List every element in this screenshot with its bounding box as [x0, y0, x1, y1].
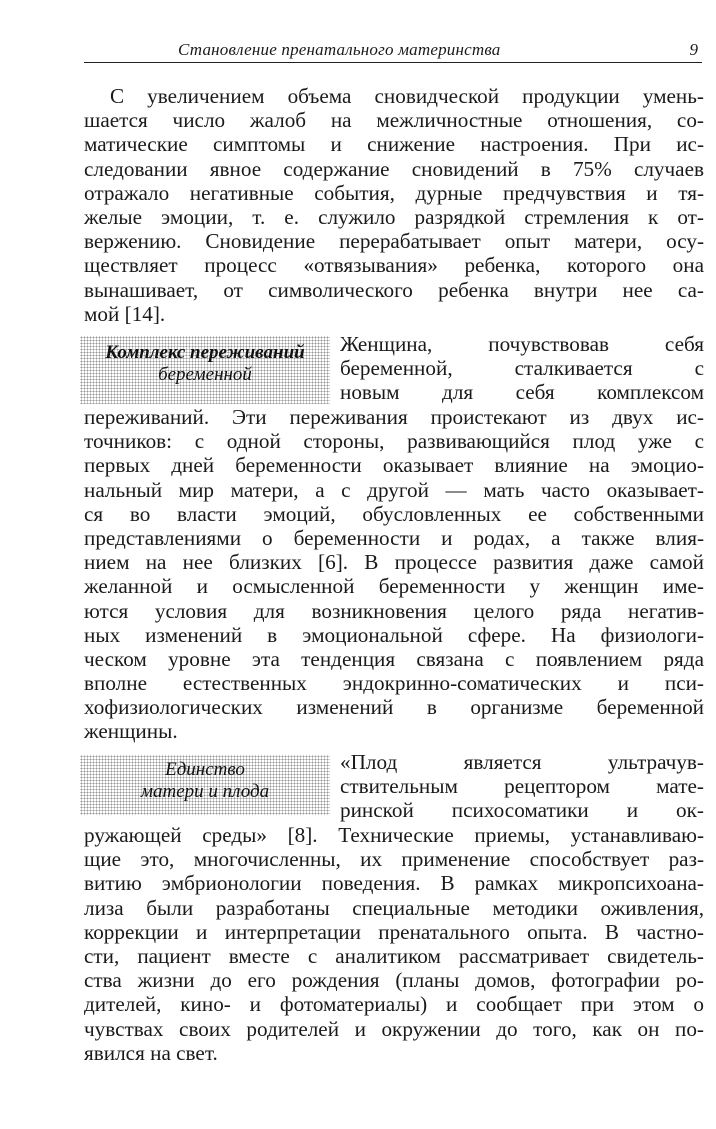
- text-line: беременной, сталкивается с: [340, 356, 704, 381]
- text-line: шается число жалоб на межличностные отношения, со-: [84, 108, 704, 133]
- text-line: мой [14].: [84, 301, 166, 326]
- paragraph-pregnant-woman-wrap: [340, 332, 704, 405]
- text-line: представлениями о беременности и родах, а также влия-: [84, 525, 704, 550]
- text-line: ружающей среды» [8]. Технические приемы, устанавливаю-: [84, 823, 704, 847]
- text-line: ческом уровне эта тенденция связана с появлением ряда: [84, 646, 704, 671]
- text-line: следовании явное содержание сновидений в 75% случаев: [84, 156, 704, 181]
- text-line: ринской психосоматики и ок-: [340, 798, 704, 823]
- text-line: желые эмоции, т. е. служило разрядкой стремления к от-: [84, 204, 704, 229]
- text-line: лиза были разработаны специальные методики оживления,: [84, 895, 704, 920]
- sidebar-heading-line: Единство: [165, 759, 245, 780]
- text-line: точников: с одной стороны, развивающийся плод уже с: [84, 429, 704, 454]
- text-line: нием на нее близких [6]. В процессе развития даже самой: [84, 550, 704, 575]
- text-line: желанной и осмысленной беременности у женщин име-: [84, 574, 704, 599]
- text-line: матические симптомы и снижение настроения. При ис-: [84, 132, 704, 157]
- text-line: витию эмбрионологии поведения. В рамках микропсихоана-: [84, 871, 704, 896]
- text-line: ществляет процесс «отвязывания» ребенка, которого она: [84, 253, 704, 278]
- sidebar-heading-mother-fetus-unity: [80, 755, 330, 815]
- paragraph-fetus-receptor: [84, 823, 704, 1065]
- text-line: С увеличением объема сновидческой продукции умень-: [110, 84, 704, 108]
- text-line: новым для себя комплексом: [340, 380, 704, 405]
- text-line: ются условия для возникновения целого ряда негатив-: [84, 598, 704, 623]
- text-line: ся во власти эмоций, обусловленных ее собственными: [84, 501, 704, 526]
- text-line: переживаний. Эти переживания проистекают из двух ис-: [84, 405, 704, 429]
- running-header: [84, 38, 702, 63]
- text-line: ных изменений в эмоциональной сфере. На физиологи-: [84, 622, 704, 647]
- text-line: нальный мир матери, а с другой — мать часто оказывает-: [84, 477, 704, 502]
- sidebar-heading-line: матери и плода: [140, 781, 270, 802]
- text-line: отражало негативные события, дурные предчувствия и тя-: [84, 180, 704, 205]
- text-line: щие это, многочисленны, их применение способствует раз-: [84, 847, 704, 872]
- text-line: дителей, кино- и фотоматериалы) и сообщает при этом о: [84, 992, 704, 1017]
- paragraph-pregnant-woman: [84, 405, 704, 744]
- text-line: вынашивает, от символического ребенка внутри нее са-: [84, 277, 704, 302]
- page-number: 9: [689, 40, 698, 59]
- text-line: явился на свет.: [84, 1040, 218, 1065]
- paragraph-dream-production: [84, 84, 704, 326]
- paragraph-fetus-receptor-wrap: [340, 750, 704, 823]
- text-line: чувствах своих родителей и окружении до того, как он по-: [84, 1016, 704, 1041]
- sidebar-heading-line: беременной: [158, 364, 252, 385]
- text-line: хофизиологических изменений в организме беременной: [84, 695, 704, 720]
- text-line: коррекции и интерпретации пренатального опыта. В частно-: [84, 919, 704, 944]
- text-line: вполне естественных эндокринно-соматических и пси-: [84, 671, 704, 696]
- text-line: ства жизни до его рождения (планы домов, фотографии ро-: [84, 968, 704, 993]
- sidebar-heading-experience-complex: [80, 336, 330, 404]
- text-line: первых дней беременности оказывает влияние на эмоцио-: [84, 453, 704, 478]
- text-line: вержению. Сновидение перерабатывает опыт матери, осу-: [84, 229, 704, 254]
- sidebar-heading-line: Комплекс переживаний: [105, 342, 305, 363]
- running-title: Становление пренатального материнства: [178, 40, 501, 59]
- text-line: ствительным рецептором мате-: [340, 774, 704, 799]
- text-line: «Плод является ультрачув-: [340, 750, 704, 774]
- text-line: Женщина, почувствовав себя: [340, 332, 704, 356]
- text-line: женщины.: [84, 719, 178, 744]
- text-line: сти, пациент вместе с аналитиком рассматривает свидетель-: [84, 943, 704, 968]
